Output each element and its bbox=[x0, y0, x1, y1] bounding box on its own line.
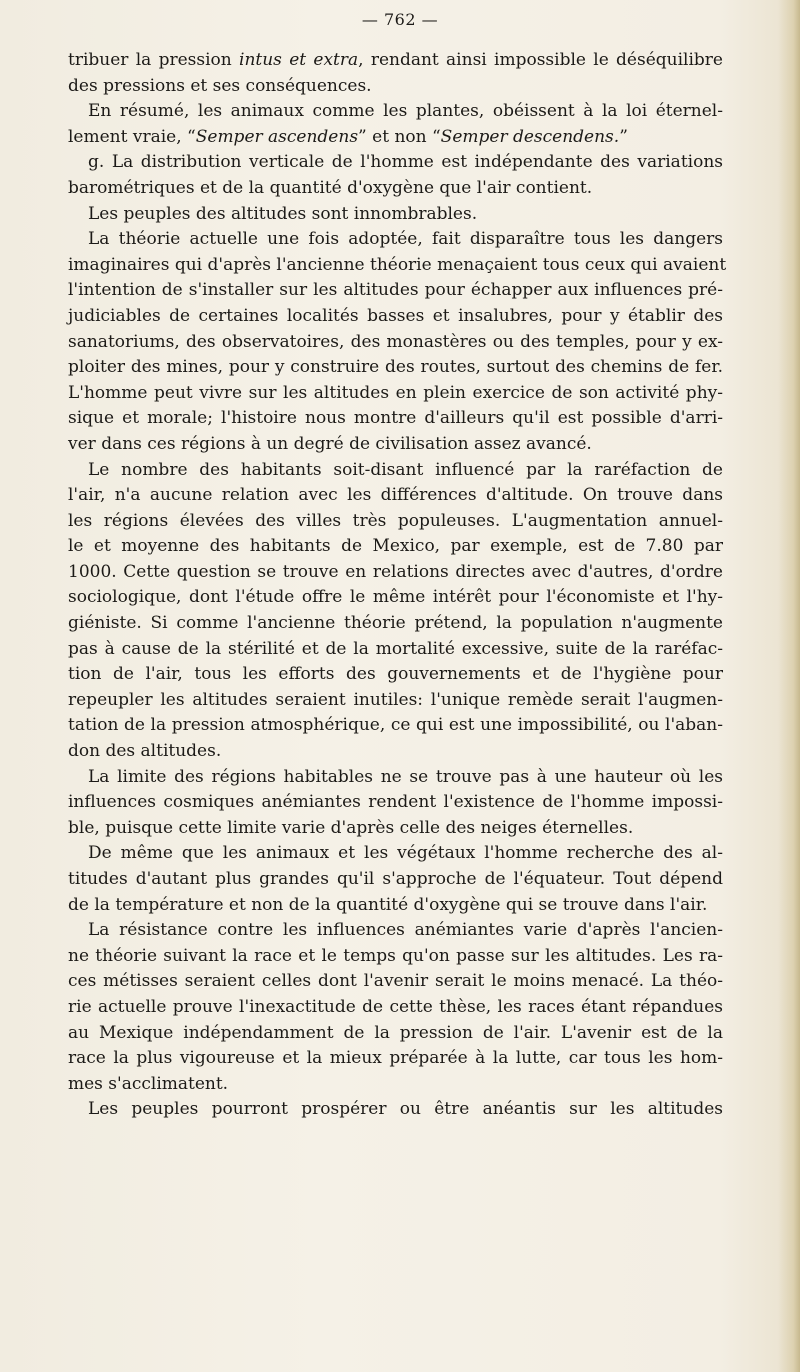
text-line bbox=[68, 1097, 723, 1123]
text-line bbox=[68, 1021, 723, 1047]
text-segment: pas à cause de la stérilité et de la mortalité excessive, suite de la raréfac- bbox=[68, 638, 723, 659]
text-line bbox=[68, 867, 723, 893]
text-segment: ” bbox=[619, 126, 628, 147]
text-line bbox=[68, 739, 723, 765]
text-line bbox=[68, 227, 723, 253]
text-line bbox=[68, 1046, 723, 1072]
text-segment: g. La distribution verticale de l'homme est indépendante des variations bbox=[88, 152, 723, 173]
text-segment: sique et morale; l'histoire nous montre d'ailleurs qu'il est possible d'arri- bbox=[68, 408, 723, 429]
text-line bbox=[68, 483, 723, 509]
text-segment: mes s'acclimatent. bbox=[68, 1073, 229, 1094]
text-line bbox=[68, 355, 723, 381]
text-segment: La théorie actuelle une fois adoptée, fait disparaître tous les dangers bbox=[88, 229, 723, 250]
text-segment: Les peuples pourront prospérer ou être anéantis sur les altitudes bbox=[88, 1099, 723, 1120]
text-segment: le et moyenne des habitants de Mexico, par exemple, est de 7.80 par bbox=[68, 536, 723, 557]
text-line bbox=[68, 458, 723, 484]
text-segment: La résistance contre les influences anémiantes varie d'après l'ancien- bbox=[88, 920, 723, 941]
text-segment: ” et non “ bbox=[358, 126, 441, 147]
text-line bbox=[68, 995, 723, 1021]
text-line bbox=[68, 176, 723, 202]
text-line bbox=[68, 202, 723, 228]
text-segment: les régions élevées des villes très populeuses. L'augmentation annuel- bbox=[68, 510, 723, 531]
italic-text: Semper ascendens bbox=[195, 126, 359, 147]
text-line bbox=[68, 585, 723, 611]
text-segment: tation de la pression atmosphérique, ce qui est une impossibilité, ou l'aban- bbox=[68, 715, 723, 736]
text-segment: , rendant ainsi impossible le déséquilibre bbox=[358, 50, 723, 70]
text-segment: tion de l'air, tous les efforts des gouvernements et de l'hygiène pour bbox=[68, 664, 723, 685]
text-line bbox=[68, 944, 723, 970]
page-number: — 762 — bbox=[361, 10, 439, 29]
text-line bbox=[68, 713, 723, 739]
text-line bbox=[68, 74, 723, 100]
text-line bbox=[68, 278, 723, 304]
text-segment: don des altitudes. bbox=[68, 741, 222, 762]
text-line bbox=[68, 765, 723, 791]
text-segment: lement vraie, “ bbox=[68, 126, 196, 147]
text-segment: de la température et non de la quantité d'oxygène qui se trouve dans l'air. bbox=[68, 894, 708, 915]
text-line bbox=[68, 125, 723, 151]
text-line bbox=[68, 893, 723, 919]
italic-text: Semper descendens. bbox=[440, 126, 620, 147]
text-segment: l'intention de s'installer sur les altitudes pour échapper aux influences pré- bbox=[68, 280, 723, 301]
text-segment: 1000. Cette question se trouve en relations directes avec d'autres, d'ordre bbox=[68, 561, 723, 582]
text-line bbox=[68, 432, 723, 458]
text-line bbox=[68, 330, 723, 356]
text-segment: race la plus vigoureuse et la mieux préparée à la lutte, car tous les hom- bbox=[68, 1048, 723, 1069]
text-segment: judiciables de certaines localités basses et insalubres, pour y établir des bbox=[68, 305, 723, 326]
text-segment: sanatoriums, des observatoires, des monastères ou des temples, pour y ex- bbox=[68, 331, 723, 352]
text-segment: au Mexique indépendamment de la pression de l'air. L'avenir est de la bbox=[68, 1022, 723, 1043]
text-segment: L'homme peut vivre sur les altitudes en plein exercice de son activité phy- bbox=[68, 382, 723, 403]
text-line bbox=[68, 688, 723, 714]
text-segment: ces métisses seraient celles dont l'avenir serait le moins menacé. La théo- bbox=[68, 971, 723, 992]
text-line bbox=[68, 1072, 723, 1098]
text-segment: ble, puisque cette limite varie d'après celle des neiges éternelles. bbox=[68, 817, 634, 838]
text-line bbox=[68, 662, 723, 688]
page-edge-shadow bbox=[778, 0, 800, 1372]
text-segment: ploiter des mines, pour y construire des routes, surtout des chemins de fer. bbox=[68, 357, 723, 378]
text-line bbox=[68, 841, 723, 867]
text-segment: rie actuelle prouve l'inexactitude de cette thèse, les races étant répandues bbox=[68, 996, 723, 1017]
text-segment: Le nombre des habitants soit-disant influencé par la raréfaction de bbox=[88, 459, 723, 480]
text-line bbox=[68, 637, 723, 663]
text-line bbox=[68, 253, 727, 279]
text-segment: De même que les animaux et les végétaux l'homme recherche des al- bbox=[88, 843, 723, 864]
text-line bbox=[68, 816, 723, 842]
text-line bbox=[68, 99, 723, 125]
text-line bbox=[68, 509, 723, 535]
text-line bbox=[68, 48, 723, 74]
text-line bbox=[68, 304, 723, 330]
text-segment: ne théorie suivant la race et le temps qu'on passe sur les altitudes. Les ra- bbox=[68, 945, 723, 966]
italic-text: intus et extra bbox=[239, 50, 359, 70]
text-segment: des pressions et ses conséquences. bbox=[68, 75, 372, 96]
text-segment: giéniste. Si comme l'ancienne théorie prétend, la population n'augmente bbox=[68, 613, 723, 634]
text-line bbox=[68, 560, 723, 586]
text-line bbox=[68, 406, 723, 432]
text-segment: ver dans ces régions à un degré de civilisation assez avancé. bbox=[68, 433, 592, 454]
text-line bbox=[68, 150, 723, 176]
text-line bbox=[68, 969, 723, 995]
text-segment: En résumé, les animaux comme les plantes, obéissent à la loi éternel- bbox=[88, 101, 723, 122]
text-segment: repeupler les altitudes seraient inutiles: l'unique remède serait l'augmen- bbox=[68, 689, 723, 710]
text-line bbox=[68, 381, 723, 407]
text-segment: Les peuples des altitudes sont innombrables. bbox=[88, 203, 478, 224]
text-line bbox=[68, 611, 723, 637]
text-segment: imaginaires qui d'après l'ancienne théorie menaçaient tous ceux qui avaient bbox=[68, 254, 727, 275]
text-segment: titudes d'autant plus grandes qu'il s'approche de l'équateur. Tout dépend bbox=[68, 869, 723, 889]
text-segment: barométriques et de la quantité d'oxygène que l'air contient. bbox=[68, 177, 593, 198]
text-line bbox=[68, 790, 723, 816]
body-text bbox=[68, 48, 727, 1123]
text-line bbox=[68, 534, 723, 560]
text-segment: sociologique, dont l'étude offre le même intérêt pour l'économiste et l'hy- bbox=[68, 587, 723, 608]
text-segment: l'air, n'a aucune relation avec les différences d'altitude. On trouve dans bbox=[68, 485, 723, 506]
text-segment: tribuer la pression bbox=[68, 50, 240, 70]
text-segment: La limite des régions habitables ne se trouve pas à une hauteur où les bbox=[88, 766, 723, 787]
text-line bbox=[68, 918, 723, 944]
text-segment: influences cosmiques anémiantes rendent l'existence de l'homme impossi- bbox=[68, 792, 723, 813]
